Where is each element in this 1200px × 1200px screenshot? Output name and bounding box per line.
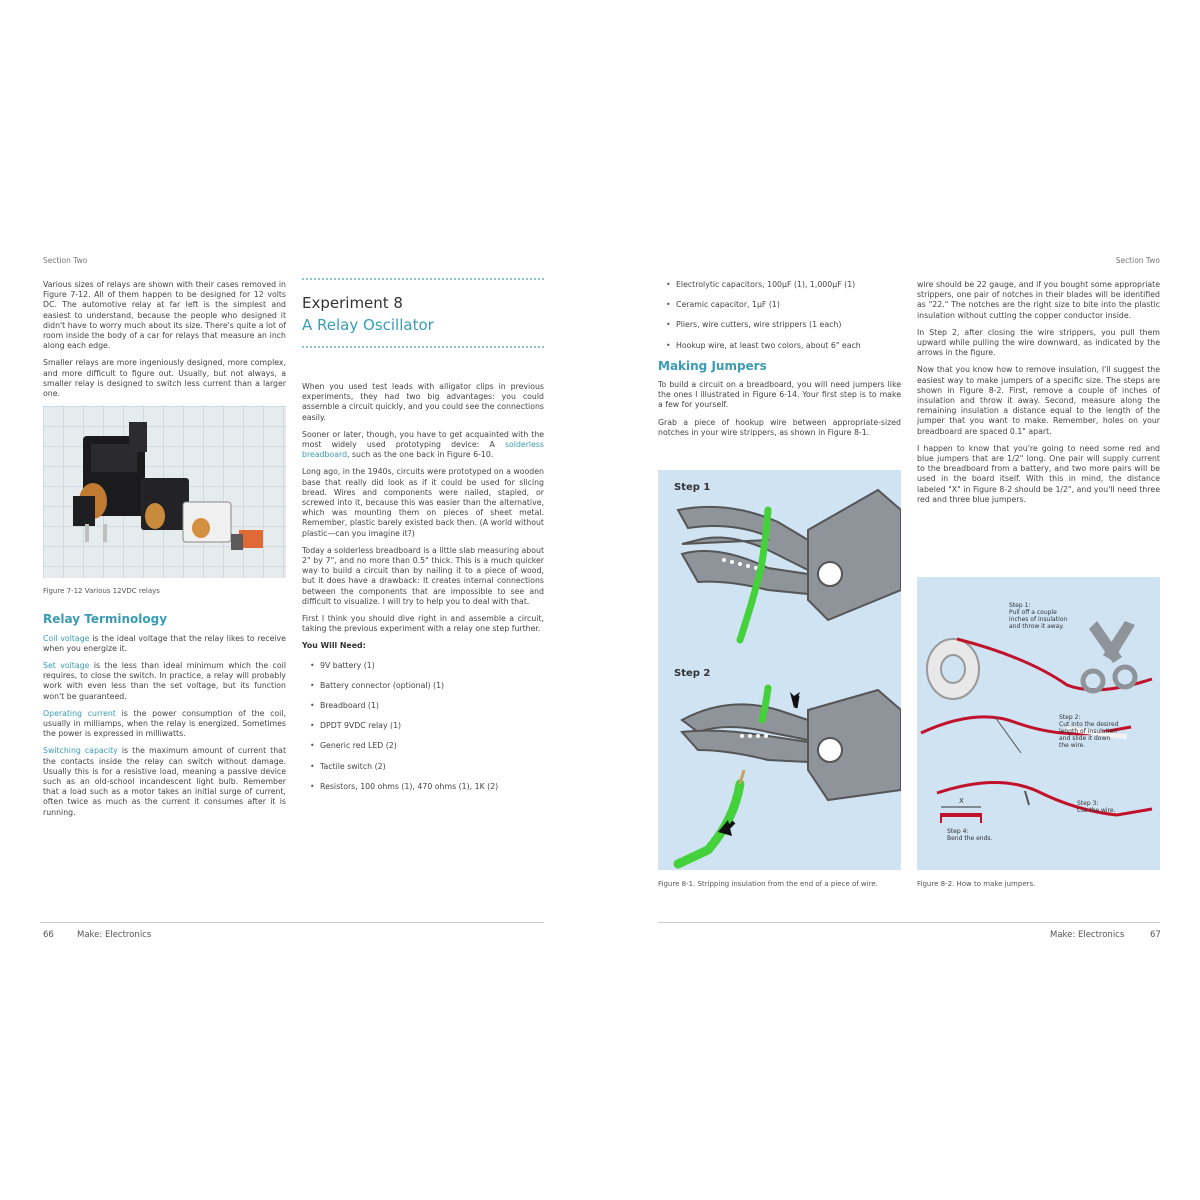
- figure-8-1-caption: Figure 8-1. Stripping insulation from the end of a piece of wire.: [658, 880, 878, 888]
- right-column-2: [917, 280, 1160, 572]
- step-4-caption: Step 4:: [947, 828, 969, 835]
- right-page: [600, 0, 1200, 1200]
- paragraph: Various sizes of relays are shown with their cases removed in Figure 7-12. All of them happen to be designed for 12 volts DC. The automotive relay at far left is the simplest and easiest to understand, because the people who designed it didn't have to worry much about its size. There's quite a lot of room inside the body of a car for relays that measure an inch along each edge.: [43, 280, 286, 351]
- definition: [43, 746, 286, 817]
- experiment-title: A Relay Oscillator: [302, 316, 434, 334]
- relay-terminology-heading: Relay Terminology: [43, 612, 168, 627]
- text: Sooner or later, though, you have to get acquainted with the most widely used prototyping device: A: [302, 429, 544, 450]
- definition-text: is the ideal voltage that the relay likes to receive when you energize it.: [43, 633, 286, 653]
- paragraph: To build a circuit on a breadboard, you will need jumpers like the ones I illustrated in Figure 6-14. Your first step is to make a few for yourself.: [658, 380, 901, 410]
- running-head-right: Section Two: [1115, 256, 1160, 265]
- paragraph: Long ago, in the 1940s, circuits were prototyped on a wooden base that really did look as if it could be used for slicing bread. Wires and components were nailed, stapled, or screwed into it, because this was easier than the alternative, which was mounting them on pieces of sheet metal. Remember, plastic barely existed back then. (A world without plastic—can you imagine it?): [302, 467, 544, 538]
- term-set-voltage: Set voltage: [43, 661, 90, 671]
- experiment-header: [302, 280, 544, 346]
- step-2-caption: the wire.: [1059, 742, 1086, 749]
- paragraph: In Step 2, after closing the wire strippers, you pull them upward while pulling the wire downward, as indicated by the arrows in the figure.: [917, 327, 1160, 358]
- figure-8-1: [658, 470, 901, 870]
- paragraph: wire should be 22 gauge, and if you bought some appropriate strippers, one pair of notches in their blades will be identified as "22." The notches are the right size to bite into the plastic insulation without cutting the copper conductor inside.: [917, 280, 1160, 320]
- step-1-label: Step 1: [674, 482, 711, 493]
- running-head-left: Section Two: [43, 256, 88, 265]
- step-3-caption: Step 3:: [1077, 800, 1099, 807]
- parts-list: [302, 661, 544, 792]
- figure-8-2-caption: Figure 8-2. How to make jumpers.: [917, 880, 1036, 888]
- making-jumpers-heading: Making Jumpers: [658, 358, 767, 373]
- paragraph: Smaller relays are more ingeniously designed, more complex, and more difficult to figure out. Usually, but not always, a smaller relay is designed to switch less current than a larger one.: [43, 358, 286, 399]
- definition-text: is the maximum amount of current that the contacts inside the relay can switch without damage. Usually this is for a resistive load, meaning a passive device such as an old-school incandescent light bulb. Remember that a load such as a motor takes an initial surge of current, often twice as much as the current it consumes after it is running.: [43, 746, 286, 817]
- list-item: • Hookup wire, at least two colors, about 6" each: [664, 341, 901, 351]
- you-will-need-heading: You Will Need:: [302, 641, 366, 651]
- step-1-caption: and throw it away.: [1009, 623, 1064, 630]
- definition-text: is the less than ideal minimum which the coil requires, to close the switch. In practice, a relay will probably work with even less than the set voltage, but its function won't be guaranteed.: [43, 661, 286, 701]
- parts-list-continued: [658, 280, 901, 351]
- footer-rule: [40, 922, 544, 923]
- term-coil-voltage: Coil voltage: [43, 633, 90, 643]
- page-number: 66: [43, 930, 54, 940]
- figure-7-12-caption: Figure 7-12 Various 12VDC relays: [43, 587, 160, 596]
- paragraph: Now that you know how to remove insulation, I'll suggest the easiest way to make jumpers of a specific size. The steps are shown in Figure 8-2. First, remove a couple of inches of insulation and throw it away. Second, measure along the remaining insulation a distance equal to the length of the jumper that you want to make. Remember, holes on your breadboard are spaced 0.1" apart.: [917, 365, 1160, 436]
- text: , such as the one back in Figure 6-10.: [347, 450, 494, 460]
- step-4-caption: Bend the ends.: [947, 835, 993, 842]
- paragraph: I happen to know that you're going to need some red and blue jumpers that are 1/2" long. One pair will supply current to the breadboard from a battery, and two more pairs will be used in the board itself. With this in mind, the distance labeled "X" in Figure 8-2 should be 1/2", and you'll need three red and three blue jumpers.: [917, 443, 1160, 504]
- experiment-number: Experiment 8: [302, 294, 403, 312]
- step-2-caption: Step 2:: [1059, 714, 1081, 721]
- relays-photo: [43, 406, 286, 578]
- solderless-breadboard-link[interactable]: solderless breadboard: [302, 440, 544, 460]
- term-switching-capacity: Switching capacity: [43, 746, 118, 756]
- definition: [43, 634, 286, 654]
- list-item: • Resistors, 100 ohms (1), 470 ohms (1), 1K (2): [308, 782, 544, 792]
- list-item: • Electrolytic capacitors, 100µF (1), 1,000µF (1): [664, 280, 901, 290]
- list-item: • 9V battery (1): [308, 661, 544, 671]
- step-3-caption: Cut the wire.: [1077, 807, 1116, 814]
- definition: [43, 709, 286, 740]
- paragraph: Grab a piece of hookup wire between appropriate-sized notches in your wire strippers, as shown in Figure 8-1.: [658, 417, 901, 437]
- jumper-making-illustration: [917, 577, 1160, 870]
- paragraph: First I think you should dive right in and assemble a circuit, taking the previous experiment with a relay one step further.: [302, 614, 544, 634]
- term-operating-current: Operating current: [43, 708, 116, 718]
- step-2-caption: Cut into the desired: [1059, 721, 1119, 728]
- definition-text: is the power consumption of the coil, usually in milliamps, when the relay is energized. Sometimes the power is expressed in milliwatts.: [43, 708, 286, 739]
- list-item: • Ceramic capacitor, 1µF (1): [664, 300, 901, 310]
- relays-illustration: [43, 406, 286, 578]
- step-1-caption: Pull off a couple: [1009, 609, 1057, 616]
- wire-stripping-illustration: [658, 470, 901, 870]
- list-item: • Breadboard (1): [308, 701, 544, 711]
- step-2-label: Step 2: [674, 668, 711, 679]
- page-number: 67: [1150, 930, 1161, 940]
- footer-rule: [658, 922, 1160, 923]
- list-item: • Pliers, wire cutters, wire strippers (1 each): [664, 320, 901, 330]
- left-column-2: [302, 278, 544, 898]
- definition: [43, 661, 286, 702]
- figure-8-2: [917, 577, 1160, 870]
- paragraph: Today a solderless breadboard is a little slab measuring about 2" by 7", and no more than 0.5" thick. This is a much quicker way to build a circuit than by nailing it to a piece of wood, but it does have a drawback: It creates internal connections between the components that are impossible to see and difficult to visualize. I will try to help you to deal with that.: [302, 545, 544, 606]
- list-item: • Tactile switch (2): [308, 762, 544, 772]
- paragraph: When you used test leads with alligator clips in previous experiments, they had two big advantages: you could assemble a circuit quickly, and you could see the connections easily.: [302, 382, 544, 422]
- dimension-x-label: X: [959, 797, 964, 805]
- list-item: • Generic red LED (2): [308, 741, 544, 751]
- divider: [302, 346, 544, 348]
- step-2-caption: length of insulation: [1059, 728, 1117, 735]
- paragraph: [302, 430, 544, 461]
- list-item: • Battery connector (optional) (1): [308, 681, 544, 691]
- list-item: • DPDT 9VDC relay (1): [308, 721, 544, 731]
- step-2-caption: and slide it down: [1059, 735, 1111, 742]
- step-1-caption: inches of insulation: [1009, 616, 1068, 623]
- book-title: Make: Electronics: [77, 930, 152, 940]
- right-column-1: [658, 280, 901, 470]
- left-column-1: [43, 280, 286, 895]
- book-title: Make: Electronics: [1050, 930, 1125, 940]
- step-1-caption: Step 1:: [1009, 602, 1031, 609]
